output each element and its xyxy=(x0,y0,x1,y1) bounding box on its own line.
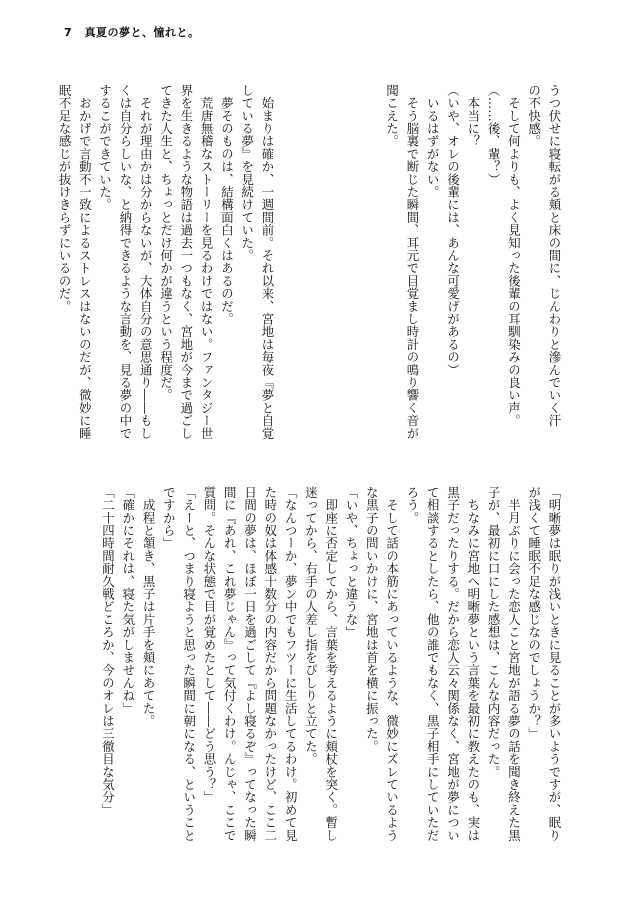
text-line: 界を生きるような物語は過去一つもなく、宮地が今まで過ごし xyxy=(178,84,194,440)
running-header xyxy=(64,24,200,40)
text-line: 即座に否定してから、言葉を考えるように頬杖を突く。暫し xyxy=(323,486,339,842)
text-line: な黒子の問いかけに、宮地は首を横に振った。 xyxy=(364,486,380,753)
text-line: 「なんつーか、夢ン中でもフツーに生活してるわけ。初めて見 xyxy=(283,486,299,842)
lower-text-block xyxy=(97,486,564,844)
text-line: た時の奴は体感十数分の内容だから問題なかったけど、ここ二 xyxy=(262,486,278,842)
text-line: 黒子だったりする。だから恋人云々関係なく、宮地が夢につい xyxy=(445,486,461,842)
text-line: 始まりは確か、一週間前。それ以来、宮地は毎夜『夢と自覚 xyxy=(260,84,275,440)
text-line: いるはずがない。 xyxy=(425,84,441,199)
text-line: 「えーと、つまり寝ようと思った瞬間に朝になる、ということ xyxy=(181,486,197,842)
text-line: 夢そのものは、結構面白くはあるのだ。 xyxy=(219,84,235,326)
text-line: 荒唐無稽なストーリーを見るわけではない。ファンタジー世 xyxy=(199,84,215,440)
text-line: ちなみに宮地へ明晰夢という言葉を最初に教えたのも、実は xyxy=(465,486,481,842)
text-line: 迷ってから、右手の人差し指をぴしりと立てた。 xyxy=(303,486,319,766)
text-line: 成程と頷き、黒子は片手を頬にあてた。 xyxy=(141,486,157,728)
text-line: 「確かにそれは、寝た気がしませんね」 xyxy=(120,486,136,715)
text-line: （いや、オレの後輩には、あんな可愛げがあるの） xyxy=(445,84,461,377)
text-line: て相談するとしたら、他の誰でもなく、黒子相手にしていただ xyxy=(425,486,441,842)
text-line: そして何よりも、よく見知った後輩の耳馴染みの良い声。 xyxy=(506,84,522,427)
text-line: 「二十四時間耐久戦どころか、今のオレは三徹目な気分」 xyxy=(100,486,116,817)
text-line: 子が、最初に口にした感想は、こんな内容だった。 xyxy=(486,486,502,779)
text-line: てきた人生と、ちょっとだけ何かが違うという程度だ。 xyxy=(158,84,174,402)
text-line: の不快感。 xyxy=(526,84,542,148)
text-line: が浅くて睡眠不足な感じなのでしょうか？」 xyxy=(526,486,542,740)
text-line: 間に『あれ、これ夢じゃん』って気付くわけ。んじゃ、ここで xyxy=(222,486,238,842)
text-line: 本当に？ xyxy=(465,84,481,148)
page-number: 7 xyxy=(64,26,73,39)
text-line: そして話の本筋にあっているような、微妙にズレているよう xyxy=(384,486,400,842)
upper-left-text-block xyxy=(54,84,277,458)
text-line: 「明晰夢は眠りが浅いときに見ることが多いようですが、眠り xyxy=(547,486,562,842)
text-line: そう脳裏で断じた瞬間、耳元で目覚まし時計の鳴り響く音が xyxy=(404,84,420,440)
text-line: うつ伏せに寝転がる頬と床の間に、じんわりと滲んでいく汗 xyxy=(547,84,562,427)
chapter-title: 真夏の夢と、憧れと。 xyxy=(84,26,200,39)
text-line: 日間の夢は、ほぼ一日を過ごして『よし寝るぞ』ってなった瞬 xyxy=(242,486,258,842)
text-line: ろう。 xyxy=(404,486,420,525)
text-line: するこができていた。 xyxy=(97,84,113,211)
upper-right-text-block xyxy=(381,84,564,458)
text-line: 質問。そんな状態で目が覚めたとして――どう思う？」 xyxy=(201,486,217,804)
text-line: 「いや、ちょっと違うな」 xyxy=(344,486,360,639)
text-line: 眠不足な感じが抜けきらずにいるのだ。 xyxy=(57,84,73,313)
text-line: それが理由かは分からないが、大体自分の意思通り――もし xyxy=(138,84,154,440)
text-line: している夢』を見続けていた。 xyxy=(239,84,255,262)
text-line: 聞こえた。 xyxy=(384,84,400,148)
text-line: ですから」 xyxy=(161,486,177,550)
text-line: （……後、輩？） xyxy=(486,84,502,186)
text-line: おかげで言動不一致によるストレスはないのだが、微妙に睡 xyxy=(77,84,93,440)
text-line: くは自分らしいな、と納得できるような言動を、見る夢の中で xyxy=(117,84,133,440)
text-line: 半月ぶりに会った恋人こと宮地が語る夢の話を聞き終えた黒 xyxy=(506,486,522,842)
